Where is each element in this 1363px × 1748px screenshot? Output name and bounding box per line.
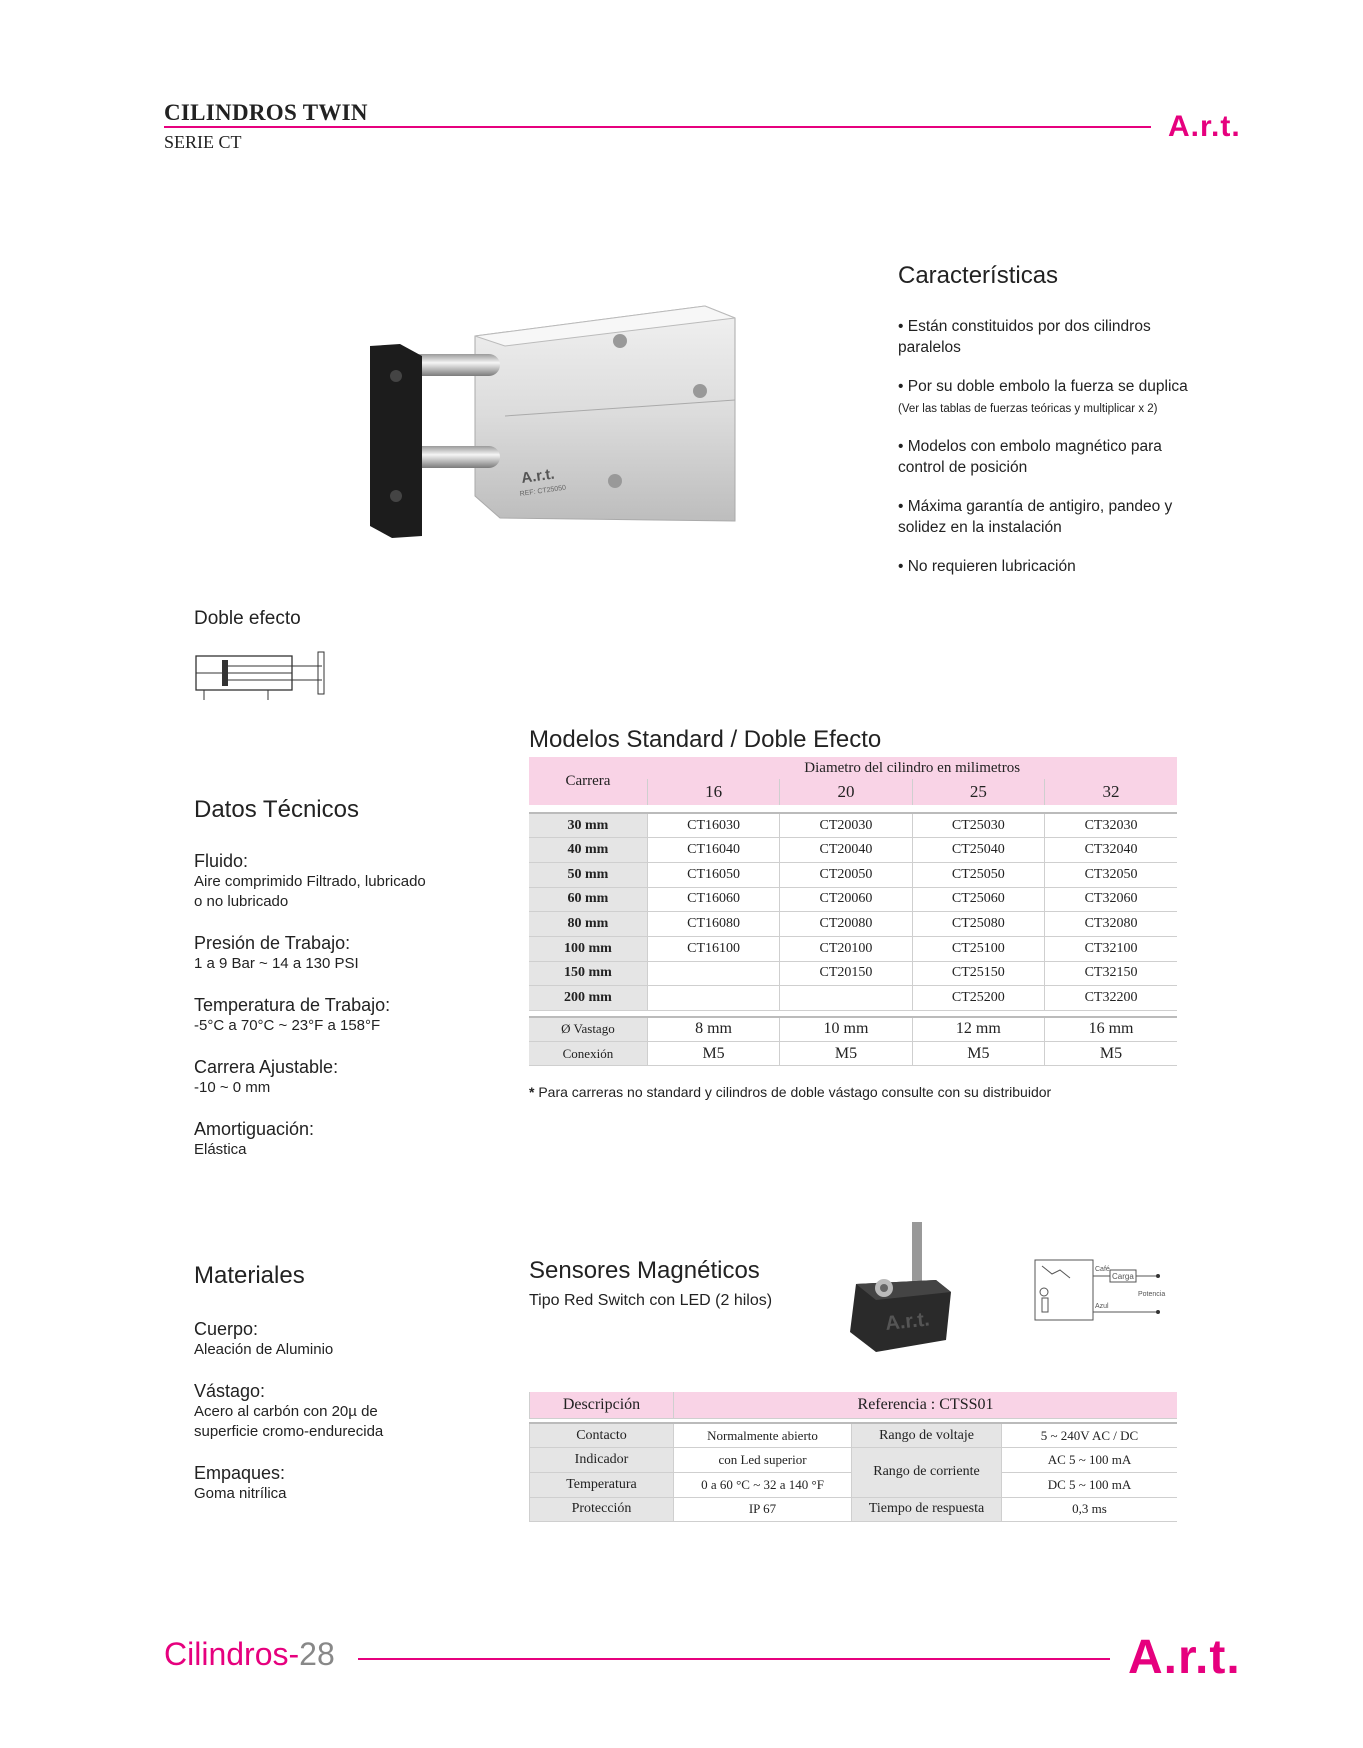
spec-item <box>194 932 434 974</box>
product-ref-mark: REF: CT25050 <box>519 484 567 498</box>
sensor-col-ref: Referencia : CTSS01 <box>674 1392 1178 1418</box>
sensor-brand-mark: A.r.t. <box>884 1308 931 1335</box>
vastago-value: 8 mm <box>647 1017 779 1042</box>
model-code-cell: CT32030 <box>1045 813 1177 838</box>
sensor-value: 0,3 ms <box>1002 1497 1178 1522</box>
feature-item: • No requieren lubricación <box>898 558 1076 575</box>
model-code-cell: CT25040 <box>912 838 1044 863</box>
stroke-cell: 40 mm <box>529 838 647 863</box>
page-number: 28 <box>299 1636 335 1672</box>
stroke-cell: 50 mm <box>529 862 647 887</box>
diameter-header: 25 <box>912 779 1044 805</box>
spec-value: Goma nitrílica <box>194 1485 287 1502</box>
model-code-cell: CT25200 <box>912 986 1044 1011</box>
model-code-cell: CT20060 <box>780 887 912 912</box>
model-code-cell <box>647 986 779 1011</box>
diameter-header: 16 <box>647 779 779 805</box>
model-code-cell: CT20050 <box>780 862 912 887</box>
models-table <box>529 757 1177 1066</box>
feature-item: • Por su doble embolo la fuerza se duplica (Ver las tablas de fuerzas teóricas y multiplicar x 2) <box>898 378 1188 415</box>
model-code-cell: CT32100 <box>1045 936 1177 961</box>
power-label: Potencia <box>1138 1291 1166 1298</box>
footer-label: Cilindros-28 <box>164 1636 335 1672</box>
tech-list <box>194 850 434 1180</box>
spec-label: Fluido: <box>194 851 249 871</box>
spec-label: Cuerpo: <box>194 1319 259 1339</box>
spec-label: Temperatura de Trabajo: <box>194 995 391 1015</box>
sensor-key: Rango de voltaje <box>852 1423 1002 1448</box>
models-title: Modelos Standard / Doble Efecto <box>529 726 882 753</box>
model-code-cell: CT32200 <box>1045 986 1177 1011</box>
col-carrera: Carrera <box>529 757 647 805</box>
model-code-cell: CT32040 <box>1045 838 1177 863</box>
diameter-header: 20 <box>780 779 912 805</box>
diameter-header: 32 <box>1045 779 1177 805</box>
vastago-value: 10 mm <box>780 1017 912 1042</box>
sensor-key: Indicador <box>530 1448 674 1473</box>
load-label: Carga <box>1112 1272 1134 1281</box>
col-diameter-group: Diametro del cilindro en milimetros <box>647 757 1177 779</box>
model-code-cell: CT16040 <box>647 838 779 863</box>
sensor-value: Normalmente abierto <box>674 1423 852 1448</box>
feature-item: • Están constituidos por dos cilindros paralelos <box>898 318 1151 356</box>
tech-title: Datos Técnicos <box>194 796 359 823</box>
features-list <box>898 316 1198 595</box>
spec-value: Elástica <box>194 1141 247 1158</box>
model-code-cell: CT20040 <box>780 838 912 863</box>
stroke-cell: 60 mm <box>529 887 647 912</box>
model-code-cell: CT25150 <box>912 961 1044 986</box>
model-code-cell: CT20080 <box>780 912 912 937</box>
sensors-subtitle: Tipo Red Switch con LED (2 hilos) <box>529 1292 773 1309</box>
model-code-cell: CT20100 <box>780 936 912 961</box>
spec-value: Aleación de Aluminio <box>194 1341 334 1358</box>
sensor-value: IP 67 <box>674 1497 852 1522</box>
spec-value: 1 a 9 Bar ~ 14 a 130 PSI <box>194 955 359 972</box>
model-code-cell: CT16030 <box>647 813 779 838</box>
conexion-value: M5 <box>780 1041 912 1066</box>
materials-title: Materiales <box>194 1262 305 1289</box>
table-row <box>529 838 1177 863</box>
footer-logo: A.r.t. <box>1128 1631 1241 1684</box>
model-code-cell: CT25100 <box>912 936 1044 961</box>
vastago-label: Ø Vastago <box>529 1017 647 1042</box>
footer-rule <box>358 1658 1110 1660</box>
table-row <box>529 813 1177 838</box>
conexion-value: M5 <box>1045 1041 1177 1066</box>
model-code-cell: CT32060 <box>1045 887 1177 912</box>
table-row <box>529 862 1177 887</box>
table-row <box>529 986 1177 1011</box>
table-row <box>529 887 1177 912</box>
conexion-value: M5 <box>912 1041 1044 1066</box>
model-code-cell: CT16050 <box>647 862 779 887</box>
page-title: CILINDROS TWIN <box>164 100 368 125</box>
model-code-cell: CT32080 <box>1045 912 1177 937</box>
sensor-value: 0 a 60 °C ~ 32 a 140 °F <box>674 1472 852 1497</box>
spec-item <box>194 1056 434 1098</box>
page-subtitle: SERIE CT <box>164 132 242 152</box>
spec-value: -10 ~ 0 mm <box>194 1079 271 1096</box>
stroke-cell: 150 mm <box>529 961 647 986</box>
brand-logo: A.r.t. <box>1168 110 1241 143</box>
model-code-cell: CT25050 <box>912 862 1044 887</box>
feature-item: • Modelos con embolo magnético para control de posición <box>898 438 1162 476</box>
model-code-cell: CT25080 <box>912 912 1044 937</box>
spec-value: -5°C a 70°C ~ 23°F a 158°F <box>194 1017 381 1034</box>
spec-item <box>194 1380 434 1442</box>
wire-cafe-label: Café <box>1095 1266 1110 1273</box>
vastago-value: 16 mm <box>1045 1017 1177 1042</box>
sensor-key: Tiempo de respuesta <box>852 1497 1002 1522</box>
table-row <box>529 936 1177 961</box>
sensor-key: Temperatura <box>530 1472 674 1497</box>
model-code-cell: CT32050 <box>1045 862 1177 887</box>
spec-label: Carrera Ajustable: <box>194 1057 339 1077</box>
stroke-cell: 200 mm <box>529 986 647 1011</box>
materials-list <box>194 1318 434 1524</box>
spec-item <box>194 994 434 1036</box>
feature-item: • Máxima garantía de antigiro, pandeo y solidez en la instalación <box>898 498 1173 536</box>
stroke-cell: 100 mm <box>529 936 647 961</box>
features-title: Características <box>898 262 1059 289</box>
model-code-cell: CT16080 <box>647 912 779 937</box>
table-row <box>529 961 1177 986</box>
sensor-key: Rango de corriente <box>852 1448 1002 1497</box>
spec-value: Acero al carbón con 20µ de superficie cromo-endurecida <box>194 1403 384 1440</box>
spec-item <box>194 1462 434 1504</box>
sensor-image <box>846 1222 962 1354</box>
sensor-key: Protección <box>530 1497 674 1522</box>
spec-item <box>194 1118 434 1160</box>
model-code-cell <box>647 961 779 986</box>
model-code-cell: CT25060 <box>912 887 1044 912</box>
spec-label: Empaques: <box>194 1463 286 1483</box>
spec-item <box>194 1318 434 1360</box>
model-code-cell: CT16060 <box>647 887 779 912</box>
model-code-cell: CT16100 <box>647 936 779 961</box>
spec-label: Amortiguación: <box>194 1119 315 1139</box>
feature-note: (Ver las tablas de fuerzas teóricas y multiplicar x 2) <box>898 403 1158 415</box>
sensor-value: 5 ~ 240V AC / DC <box>1002 1423 1178 1448</box>
product-brand-mark: A.r.t. <box>520 465 556 487</box>
symbol-title: Doble efecto <box>194 608 301 629</box>
model-code-cell: CT25030 <box>912 813 1044 838</box>
model-code-cell: CT20150 <box>780 961 912 986</box>
conexion-label: Conexión <box>529 1041 647 1066</box>
model-code-cell: CT32150 <box>1045 961 1177 986</box>
table-row <box>529 912 1177 937</box>
sensor-value: DC 5 ~ 100 mA <box>1002 1472 1178 1497</box>
model-code-cell <box>780 986 912 1011</box>
wiring-diagram <box>1030 1256 1180 1326</box>
sensor-col-desc: Descripción <box>530 1392 674 1418</box>
product-image <box>370 296 742 540</box>
spec-value: Aire comprimido Filtrado, lubricado o no lubricado <box>194 873 426 910</box>
sensor-key: Contacto <box>530 1423 674 1448</box>
double-acting-cylinder-symbol <box>192 648 332 700</box>
model-code-cell: CT20030 <box>780 813 912 838</box>
spec-label: Vástago: <box>194 1381 266 1401</box>
sensor-value: con Led superior <box>674 1448 852 1473</box>
header-rule <box>164 126 1151 128</box>
sensor-value: AC 5 ~ 100 mA <box>1002 1448 1178 1473</box>
stroke-cell: 30 mm <box>529 813 647 838</box>
spec-item <box>194 850 434 912</box>
sensor-table <box>529 1392 1177 1522</box>
spec-label: Presión de Trabajo: <box>194 933 351 953</box>
vastago-value: 12 mm <box>912 1017 1044 1042</box>
wire-azul-label: Azul <box>1095 1303 1109 1310</box>
stroke-cell: 80 mm <box>529 912 647 937</box>
conexion-value: M5 <box>647 1041 779 1066</box>
sensors-title: Sensores Magnéticos <box>529 1257 760 1284</box>
models-note: * Para carreras no standard y cilindros de doble vástago consulte con su distribuidor <box>529 1084 1052 1100</box>
